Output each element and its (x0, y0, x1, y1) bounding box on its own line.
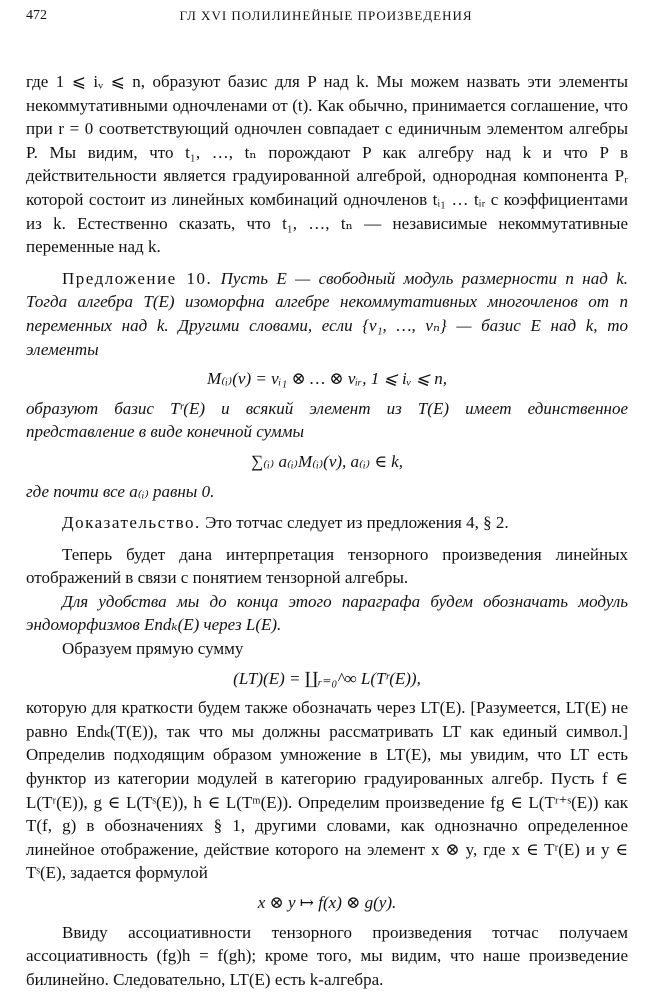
formula-1: M₍ᵢ₎(v) = vᵢ₁ ⊗ … ⊗ vᵢᵣ, 1 ⩽ iᵥ ⩽ n, (207, 369, 447, 389)
proof-text: Это тотчас следует из предложения 4, § 2. (205, 513, 509, 533)
paragraph-6: Ввиду ассоциативности тензорного произведения тотчас получаем ассоциативность (fg)h = f(gh); кроме того, мы видим, что наше произведение билинейно. Следовательно, LT(E) есть k-алгебра. (26, 922, 628, 989)
page-body (26, 70, 628, 991)
proposition-continuation: образуют базис Tʳ(E) и всякий элемент из T(E) имеет единственное представление в виде конечной суммы (26, 398, 628, 442)
page-number: 472 (26, 8, 47, 23)
paragraph-2: Теперь будет дана интерпретация тензорного произведения линейных отображений в связи с понятием тензорной алгебры. (26, 544, 628, 588)
proposition-10 (26, 267, 628, 361)
formula-4: x ⊗ y ↦ f(x) ⊗ g(y). (257, 893, 397, 912)
paragraph-5: которую для краткости будем также обозначать через LT(E). [Разумеется, LT(E) не равно Endₖ(T(E)), так что мы должны рассматривать LT как единый символ.] Определив подходящим образом умножение в LT(E), мы увидим, что LT есть функтор из категории модулей в категорию градуированных алгебр. Пусть f ∈ L(Tʳ(E)), g ∈ L(Tˢ(E)), h ∈ L(Tᵐ(E)). Определим произведение fg ∈ L(Tʳ⁺ˢ(E)) как T(f, g) в обозначениях § 1, другими словами, как однозначно определенное линейное отображение, действие которого на элемент x ⊗ y, где x ∈ Tʳ(E) и y ∈ Tˢ(E), задается формулой (26, 698, 628, 883)
paragraph-1: где 1 ⩽ iᵥ ⩽ n, образуют базис для P над k. Мы можем назвать эти элементы некоммутативными одночленами от (t). Как обычно, принимается соглашение, что при r = 0 соответствующий одночлен совпадает с единичным элементом алгебры P. Мы видим, что t₁, …, tₙ порождают P как алгебру над k и что P в действительности является градуированной алгеброй, однородная компонента Pᵣ которой состоит из линейных комбинаций одночленов tᵢ₁ … tᵢᵣ с коэффициентами из k. Естественно сказать, что t₁, …, tₙ — независимые некоммутативные переменные над k. (26, 72, 628, 257)
paragraph-4: Образуем прямую сумму (62, 639, 244, 659)
paragraph-3: Для удобства мы до конца этого параграфа будем обозначать модуль эндоморфизмов Endₖ(E) через L(E). (26, 591, 628, 635)
proposition-text: Пусть E — свободный модуль размерности n над k. Тогда алгебра T(E) изоморфна алгебре некоммутативных многочленов от n переменных над k. Другими словами, если {v₁, …, vₙ} — базис E над k, то элементы (26, 268, 628, 359)
proof (26, 511, 628, 535)
proof-label: Доказательство. (62, 513, 201, 533)
running-title: ГЛ XVI ПОЛИЛИНЕЙНЫЕ ПРОИЗВЕДЕНИЯ (179, 8, 473, 23)
proposition-label: Предложение 10. (62, 268, 213, 288)
page-header (26, 8, 626, 30)
formula-2: ∑₍ᵢ₎ a₍ᵢ₎M₍ᵢ₎(v), a₍ᵢ₎ ∈ k, (251, 451, 403, 471)
proposition-end: где почти все a₍ᵢ₎ равны 0. (26, 481, 215, 501)
formula-3: (LT)(E) = ∐ᵣ₌₀^∞ L(Tʳ(E)), (233, 668, 421, 688)
